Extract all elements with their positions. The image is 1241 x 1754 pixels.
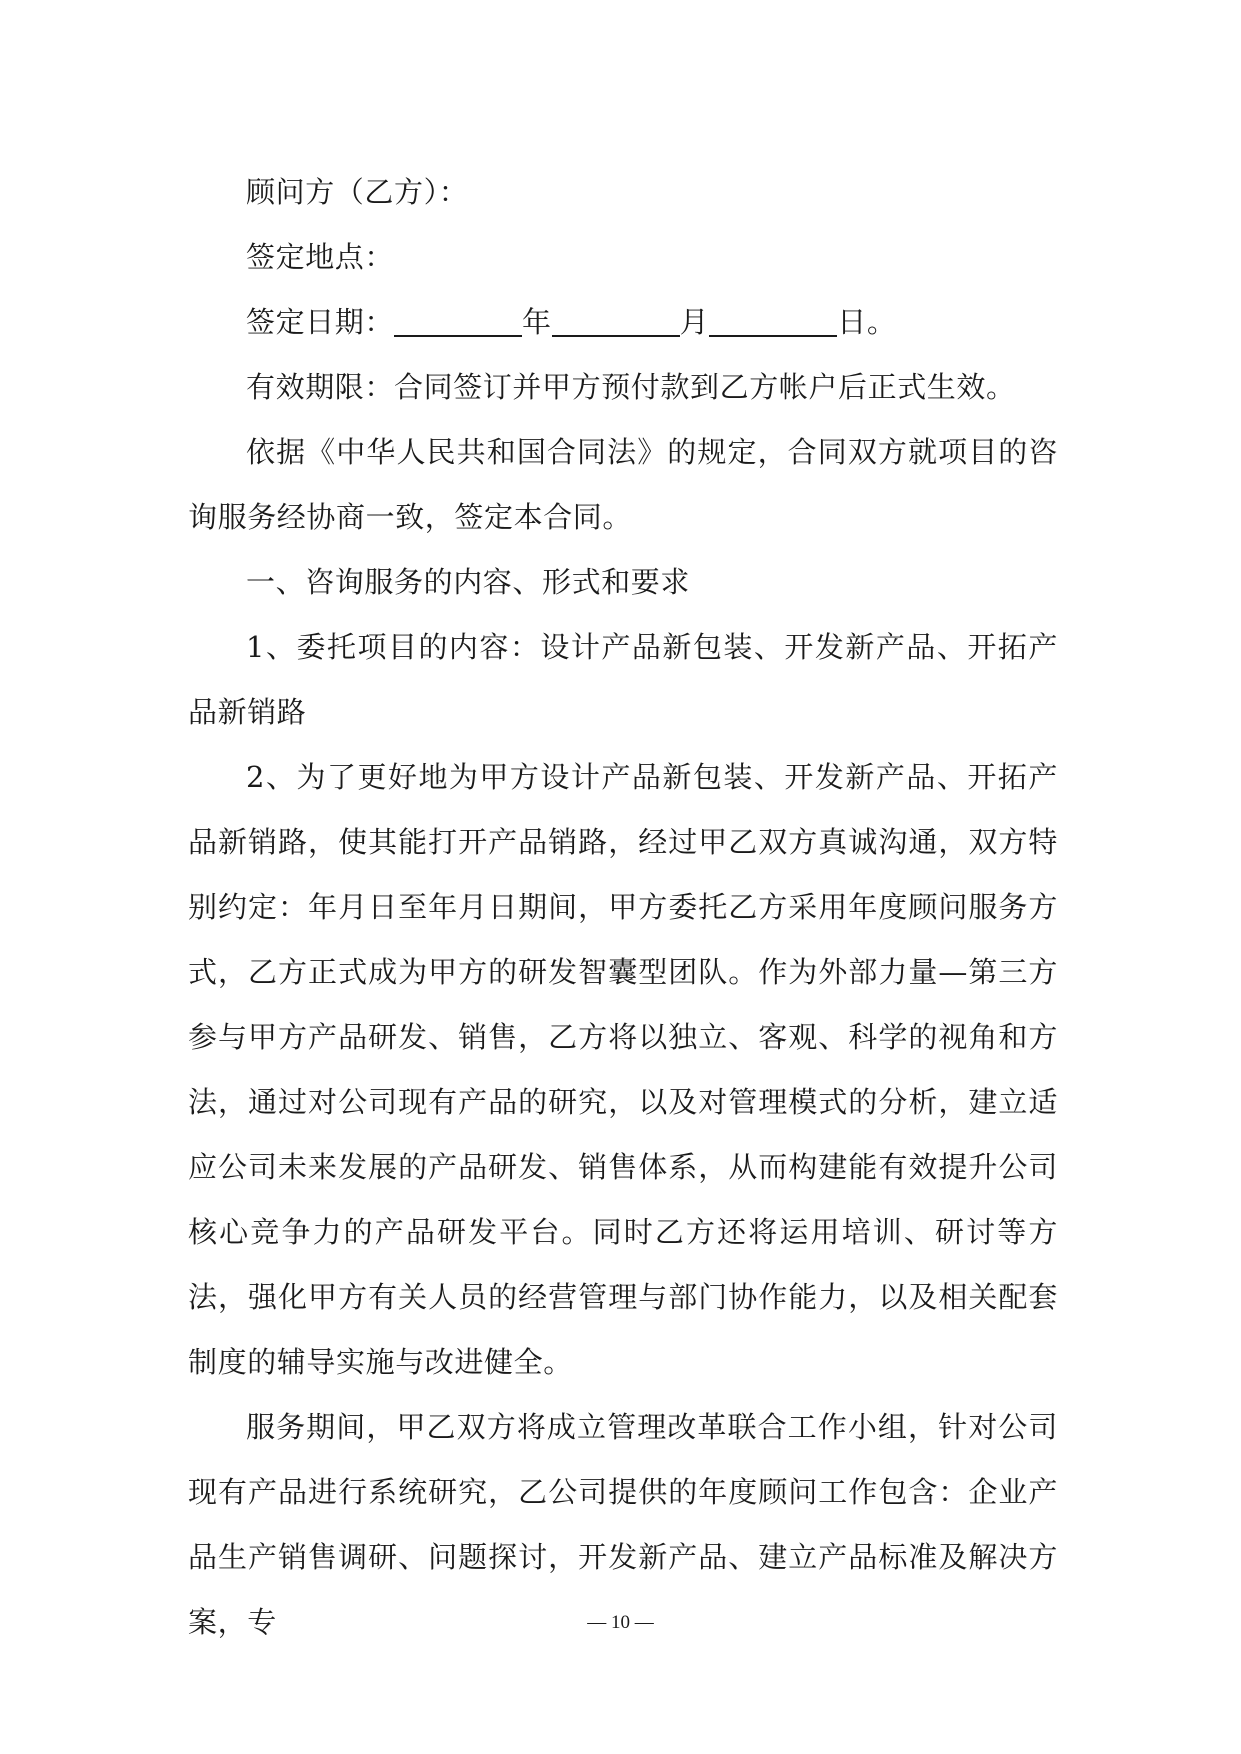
day-blank (709, 305, 837, 337)
date-label: 签定日期： (246, 305, 395, 339)
month-blank (552, 305, 680, 337)
signing-place-line: 签定地点： (246, 240, 395, 274)
year-label: 年 (522, 305, 552, 339)
document-body (188, 160, 1058, 1655)
paragraph-item-1: 1、委托项目的内容：设计产品新包装、开发新产品、开拓产品新销路 (188, 630, 1058, 729)
page-number: — 10 — (587, 1612, 654, 1633)
paragraph-basis: 依据《中华人民共和国合同法》的规定，合同双方就项目的咨询服务经协商一致，签定本合同。 (188, 435, 1058, 534)
month-label: 月 (679, 305, 710, 339)
signing-date-line (188, 290, 1058, 355)
validity-line: 有效期限：合同签订并甲方预付款到乙方帐户后正式生效。 (246, 370, 1016, 404)
paragraph-service-period: 服务期间，甲乙双方将成立管理改革联合工作小组，针对公司现有产品进行系统研究，乙公司提供的年度顾问工作包含：企业产品生产销售调研、问题探讨，开发新产品、建立产品标准及解决方案，专 (188, 1410, 1058, 1639)
consultant-line: 顾问方（乙方）： (246, 175, 469, 209)
paragraph-item-2: 2、为了更好地为甲方设计产品新包装、开发新产品、开拓产品新销路，使其能打开产品销路，经过甲乙双方真诚沟通，双方特别约定：年月日至年月日期间，甲方委托乙方采用年度顾问服务方式，乙方正式成为甲方的研发智囊型团队。作为外部力量—第三方参与甲方产品研发、销售，乙方将以独立、客观、科学的视角和方法，通过对公司现有产品的研究，以及对管理模式的分析，建立适应公司未来发展的产品研发、销售体系，从而构建能有效提升公司核心竞争力的产品研发平台。同时乙方还将运用培训、研讨等方法，强化甲方有关人员的经营管理与部门协作能力，以及相关配套制度的辅导实施与改进健全。 (188, 760, 1058, 1379)
year-blank (394, 305, 522, 337)
day-label: 日。 (837, 305, 897, 339)
section-heading-1: 一、咨询服务的内容、形式和要求 (246, 565, 691, 599)
